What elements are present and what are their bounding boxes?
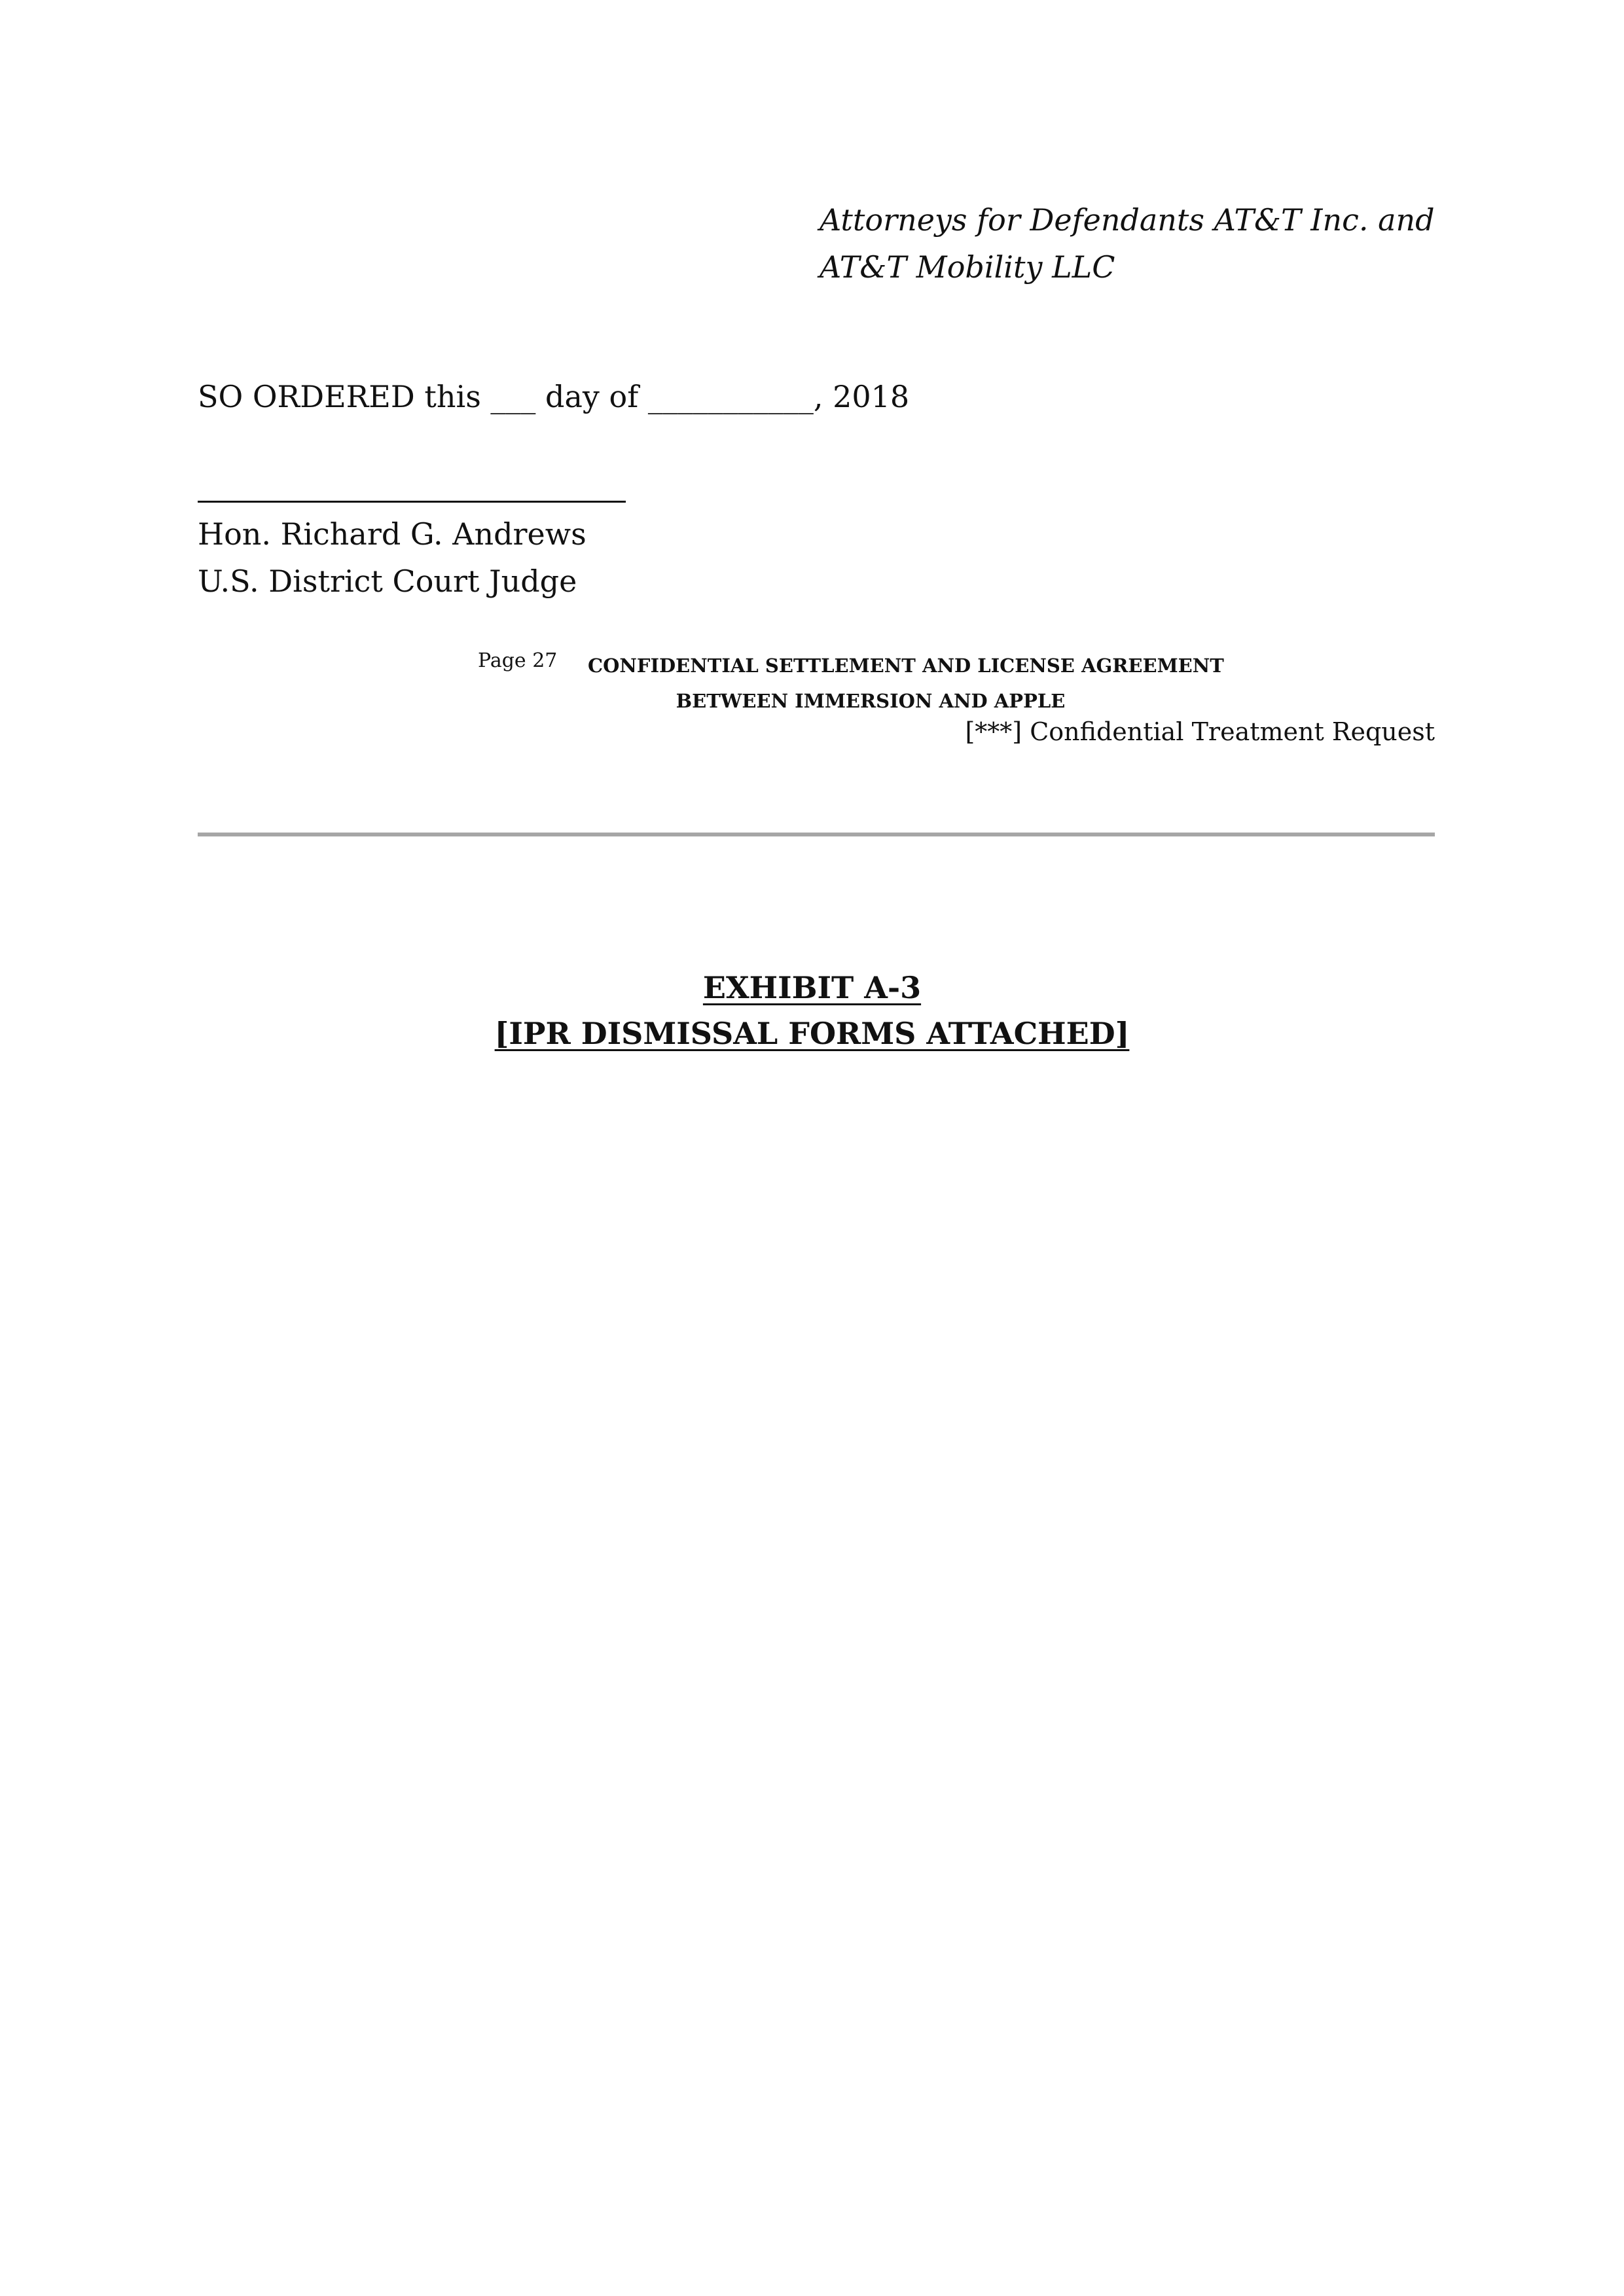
agreement-title-line-2: BETWEEN IMMERSION AND APPLE xyxy=(676,690,1066,712)
judge-signature-line xyxy=(198,501,626,503)
agreement-title-line-1: CONFIDENTIAL SETTLEMENT AND LICENSE AGREEMENT xyxy=(588,655,1224,677)
attorneys-line-2: AT&T Mobility LLC xyxy=(820,249,1115,285)
page-divider xyxy=(198,833,1435,836)
confidential-treatment-notice: [***] Confidential Treatment Request xyxy=(965,717,1435,746)
judge-title: U.S. District Court Judge xyxy=(198,564,577,599)
agreement-title xyxy=(588,648,1224,719)
exhibit-subtitle: [IPR DISMISSAL FORMS ATTACHED] xyxy=(494,1016,1130,1051)
exhibit-title: EXHIBIT A-3 xyxy=(702,970,922,1005)
attorneys-for-defendants xyxy=(820,196,1435,291)
judge-name: Hon. Richard G. Andrews xyxy=(198,516,586,552)
judge-block xyxy=(198,511,586,605)
exhibit-heading xyxy=(0,965,1624,1056)
attorneys-line-1: Attorneys for Defendants AT&T Inc. and xyxy=(820,202,1435,238)
page-number: Page 27 xyxy=(478,649,558,672)
so-ordered-line: SO ORDERED this ___ day of ___________, 2018 xyxy=(198,379,910,414)
